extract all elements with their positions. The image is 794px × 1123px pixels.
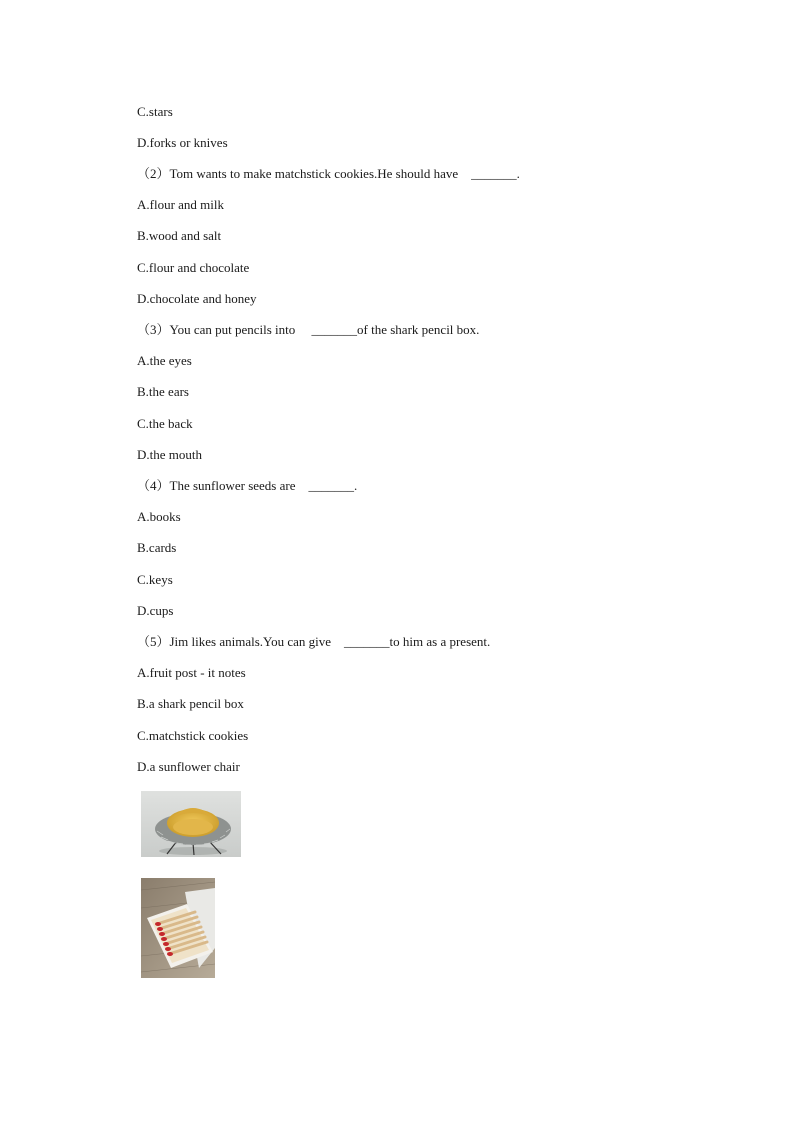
q3-option-c: C.the back — [137, 416, 193, 431]
option-d-forks: D.forks or knives — [137, 135, 228, 150]
q5-option-a: A.fruit post - it notes — [137, 665, 246, 680]
q4-option-c: C.keys — [137, 572, 173, 587]
sunflower-chair-photo — [141, 791, 241, 857]
q3-option-b: B.the ears — [137, 384, 189, 399]
question-3: （3）You can put pencils into _______of the shark pencil box. — [137, 322, 480, 337]
q4-option-d: D.cups — [137, 603, 174, 618]
q5-option-b: B.a shark pencil box — [137, 696, 244, 711]
q2-option-b: B.wood and salt — [137, 228, 222, 243]
option-c-stars: C.stars — [137, 104, 173, 119]
question-2: （2）Tom wants to make matchstick cookies.He should have _______. — [137, 166, 520, 181]
q3-option-d: D.the mouth — [137, 447, 202, 462]
q5-option-d: D.a sunflower chair — [137, 759, 240, 774]
q2-option-a: A.flour and milk — [137, 197, 225, 212]
q2-option-c: C.flour and chocolate — [137, 260, 250, 275]
question-4: （4）The sunflower seeds are _______. — [137, 478, 358, 493]
q4-option-a: A.books — [137, 509, 181, 524]
q4-option-b: B.cards — [137, 540, 177, 555]
q3-option-a: A.the eyes — [137, 353, 192, 368]
matchbox-photo — [141, 878, 215, 978]
question-5: （5）Jim likes animals.You can give _______to him as a present. — [137, 634, 491, 649]
q5-option-c: C.matchstick cookies — [137, 728, 249, 743]
q2-option-d: D.chocolate and honey — [137, 291, 257, 306]
